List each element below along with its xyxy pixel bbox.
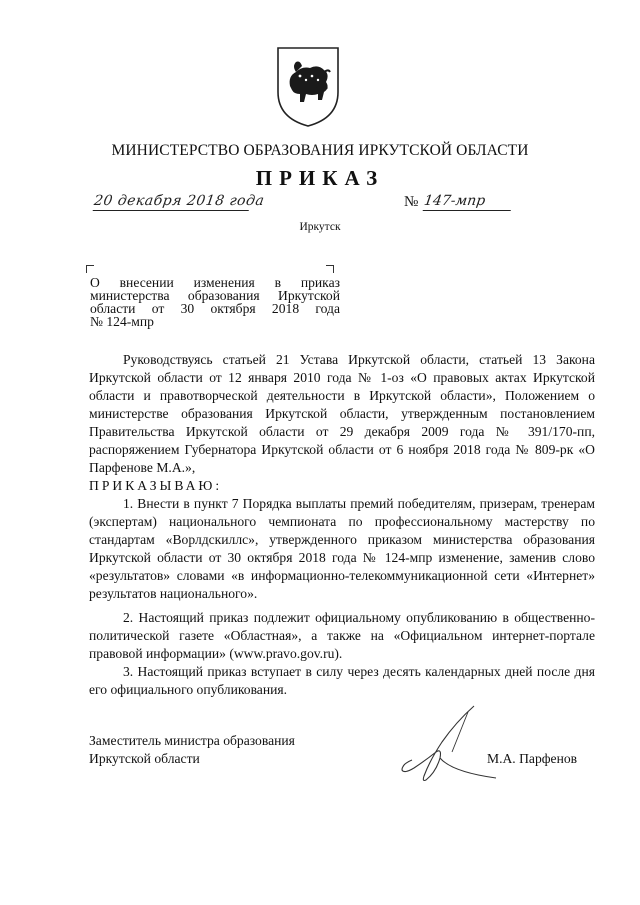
position-line: Заместитель министра образования <box>89 733 295 748</box>
subject-corner-mark-right <box>326 265 334 273</box>
item-3-paragraph: 3. Настоящий приказ вступает в силу через десять календарных дней после дня его официального опубликования. <box>89 664 595 697</box>
order-number-field <box>404 194 514 214</box>
document-type-title: ПРИКАЗ <box>255 166 385 190</box>
signatory-position <box>89 732 295 768</box>
number-sign: № <box>404 194 419 210</box>
handwritten-signature <box>396 702 506 792</box>
subject-corner-mark-left <box>86 265 94 273</box>
coat-of-arms-emblem <box>272 44 344 128</box>
signatory-name: М.А. Парфенов <box>487 751 578 766</box>
item-1-paragraph: 1. Внести в пункт 7 Порядка выплаты премий победителям, призерам, тренерам (экспертам) национального чемпионата по профессиональному мастерству по стандартам «Ворлдскиллс», утвержденного приказом министерства образования Иркутской области от 30 октября 2018 года № 124-мпр изменение, заменив слово «результатов» словами «в информационно-телекоммуникационной сети «Интернет» результатов национального». <box>89 496 595 601</box>
order-subject <box>90 276 340 328</box>
item-2-paragraph: 2. Настоящий приказ подлежит официальному опубликованию в общественно-политической газете «Областная», а также на «Официальном интернет-портале правовой информации» (www.pravo.gov.ru). <box>89 610 595 661</box>
city-name: Иркутск <box>299 221 341 233</box>
handwritten-date: 20 декабря 2018 года <box>92 193 266 209</box>
order-body <box>89 351 595 699</box>
subject-line: № 124-мпр <box>90 314 154 329</box>
preamble-paragraph: Руководствуясь статьей 21 Устава Иркутской области, статьей 13 Закона Иркутской области от 12 января 2010 года № 1-оз «О правовых актах Иркутской области и правотворческой деятельности в Иркутской области», Положением о министерстве образования Иркутской области, утвержденным постановлением Правительства Иркутской области от 29 декабря 2009 года № 391/170-пп, распоряжением Губернатора Иркутской области от 6 ноября 2018 года № 809-рк «О Парфенове М.А.», <box>89 352 595 475</box>
subject-line: министерства образования Иркутской <box>90 288 340 303</box>
ministry-name: МИНИСТЕРСТВО ОБРАЗОВАНИЯ ИРКУТСКОЙ ОБЛАСТИ <box>111 142 529 159</box>
position-line: Иркутской области <box>89 751 200 766</box>
subject-line: области от 30 октября 2018 года <box>90 301 340 316</box>
subject-line: О внесении изменения в приказ <box>90 275 340 290</box>
handwritten-order-number: 147-мпр <box>423 192 514 211</box>
order-directive: ПРИКАЗЫВАЮ: <box>89 478 223 493</box>
